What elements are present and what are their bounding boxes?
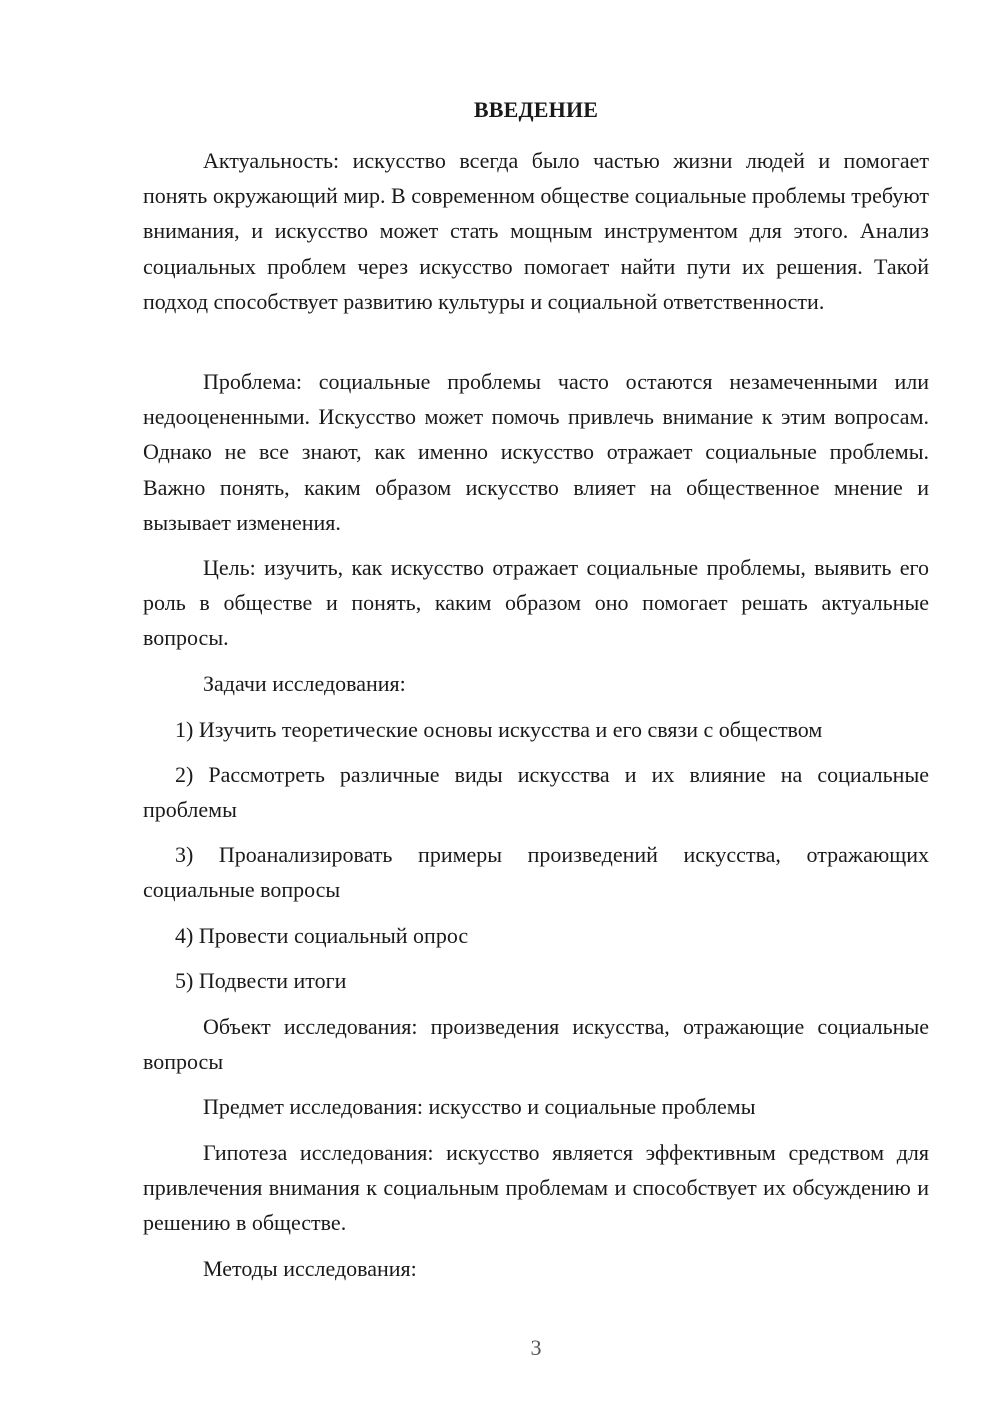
task-item: 1) Изучить теоретические основы искусства и его связи с обществом xyxy=(175,717,823,742)
methods-paragraph: Методы исследования: xyxy=(203,1256,417,1281)
task-item: 3) Проанализировать примеры произведений искусства, отражающих социальные вопросы xyxy=(143,842,929,903)
task-item: 4) Провести социальный опрос xyxy=(175,923,469,948)
tasks-heading: Задачи исследования: xyxy=(203,671,406,696)
task-item: 2) Рассмотреть различные виды искусства и их влияние на социальные проблемы xyxy=(143,762,929,823)
relevance-paragraph: Актуальность: искусство всегда было частью жизни людей и помогает понять окружающий мир. В современном обществе социальные проблемы требуют внимания, и искусство может стать мощным инструментом для этого. Анализ социальных проблем через искусство помогает найти пути их решения. Такой подход способствует развитию культуры и социальной ответственности. xyxy=(143,148,929,314)
subject-paragraph: Предмет исследования: искусство и социальные проблемы xyxy=(203,1094,756,1119)
problem-paragraph: Проблема: социальные проблемы часто остаются незамеченными или недооцененными. Искусство может помочь привлечь внимание к этим вопросам. Однако не все знают, как именно искусство отражает социальные проблемы. Важно понять, каким образом искусство влияет на общественное мнение и вызывает изменения. xyxy=(143,369,929,535)
task-item: 5) Подвести итоги xyxy=(175,968,347,993)
goal-paragraph: Цель: изучить, как искусство отражает социальные проблемы, выявить его роль в обществе и понять, каким образом оно помогает решать актуальные вопросы. xyxy=(143,555,929,651)
page-number: 3 xyxy=(530,1335,542,1360)
hypothesis-paragraph: Гипотеза исследования: искусство является эффективным средством для привлечения внимания к социальным проблемам и способствует их обсуждению и решению в обществе. xyxy=(143,1140,929,1236)
section-heading: ВВЕДЕНИЕ xyxy=(473,97,599,122)
object-paragraph: Объект исследования: произведения искусства, отражающие социальные вопросы xyxy=(143,1014,929,1075)
